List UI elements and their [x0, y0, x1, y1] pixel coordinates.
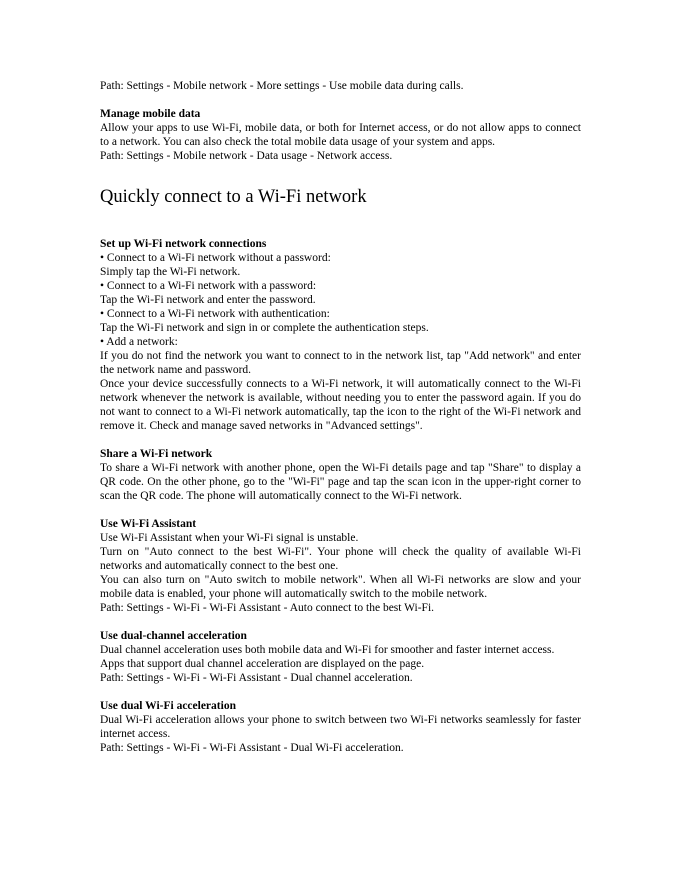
setup-line: Tap the Wi-Fi network and sign in or complete the authentication steps.	[100, 322, 429, 334]
dual-channel-line: Dual channel acceleration uses both mobile data and Wi-Fi for smoother and faster internet access.	[100, 644, 555, 656]
setup-line: Tap the Wi-Fi network and enter the password.	[100, 294, 316, 306]
share-heading: Share a Wi-Fi network	[100, 448, 213, 460]
manage-mobile-data-body: Allow your apps to use Wi-Fi, mobile data, or both for Internet access, or do not allow apps to connect to a network. You can also check the total mobile data usage of your system and apps.	[100, 122, 581, 148]
setup-line: Simply tap the Wi-Fi network.	[100, 266, 241, 278]
assistant-line: Path: Settings - Wi-Fi - Wi-Fi Assistant - Auto connect to the best Wi-Fi.	[100, 602, 435, 614]
section-title: Quickly connect to a Wi-Fi network	[100, 187, 367, 207]
assistant-line: You can also turn on "Auto switch to mobile network". When all Wi-Fi networks are slow and your mobile data is enabled, your phone will automatically switch to the mobile network.	[100, 574, 581, 600]
setup-line: • Connect to a Wi-Fi network with authentication:	[100, 308, 330, 320]
setup-line: • Connect to a Wi-Fi network with a password:	[100, 280, 317, 292]
setup-heading: Set up Wi-Fi network connections	[100, 238, 267, 250]
manage-mobile-data-path: Path: Settings - Mobile network - Data usage - Network access.	[100, 150, 393, 162]
setup-line: If you do not find the network you want to connect to in the network list, tap "Add network" and enter the network name and password.	[100, 350, 581, 376]
dual-channel-line: Apps that support dual channel acceleration are displayed on the page.	[100, 658, 425, 670]
dual-channel-heading: Use dual-channel acceleration	[100, 630, 247, 642]
manage-mobile-data-heading: Manage mobile data	[100, 108, 201, 120]
share-body: To share a Wi-Fi network with another phone, open the Wi-Fi details page and tap "Share" to display a QR code. On the other phone, go to the "Wi-Fi" page and tap the scan icon in the upper-right corner to scan the QR code. The phone will automatically connect to the Wi-Fi network.	[100, 462, 581, 502]
intro-path: Path: Settings - Mobile network - More settings - Use mobile data during calls.	[100, 80, 464, 92]
dual-wifi-line: Path: Settings - Wi-Fi - Wi-Fi Assistant - Dual Wi-Fi acceleration.	[100, 742, 404, 754]
setup-line: • Connect to a Wi-Fi network without a password:	[100, 252, 331, 264]
assistant-heading: Use Wi-Fi Assistant	[100, 518, 197, 530]
dual-wifi-line: Dual Wi-Fi acceleration allows your phone to switch between two Wi-Fi networks seamlessly for faster internet access.	[100, 714, 581, 740]
setup-line: • Add a network:	[100, 336, 178, 348]
setup-line: Once your device successfully connects to a Wi-Fi network, it will automatically connect to the Wi-Fi network whenever the network is available, without needing you to enter the password again. If you do not want to connect to a Wi-Fi network automatically, tap the icon to the right of the Wi-Fi network and remove it. Check and manage saved networks in "Advanced settings".	[100, 378, 581, 432]
assistant-line: Turn on "Auto connect to the best Wi-Fi". Your phone will check the quality of available Wi-Fi networks and automatically connect to the best one.	[100, 546, 581, 572]
dual-wifi-heading: Use dual Wi-Fi acceleration	[100, 700, 236, 712]
assistant-line: Use Wi-Fi Assistant when your Wi-Fi signal is unstable.	[100, 532, 359, 544]
dual-channel-line: Path: Settings - Wi-Fi - Wi-Fi Assistant - Dual channel acceleration.	[100, 672, 413, 684]
document-page	[100, 79, 581, 755]
